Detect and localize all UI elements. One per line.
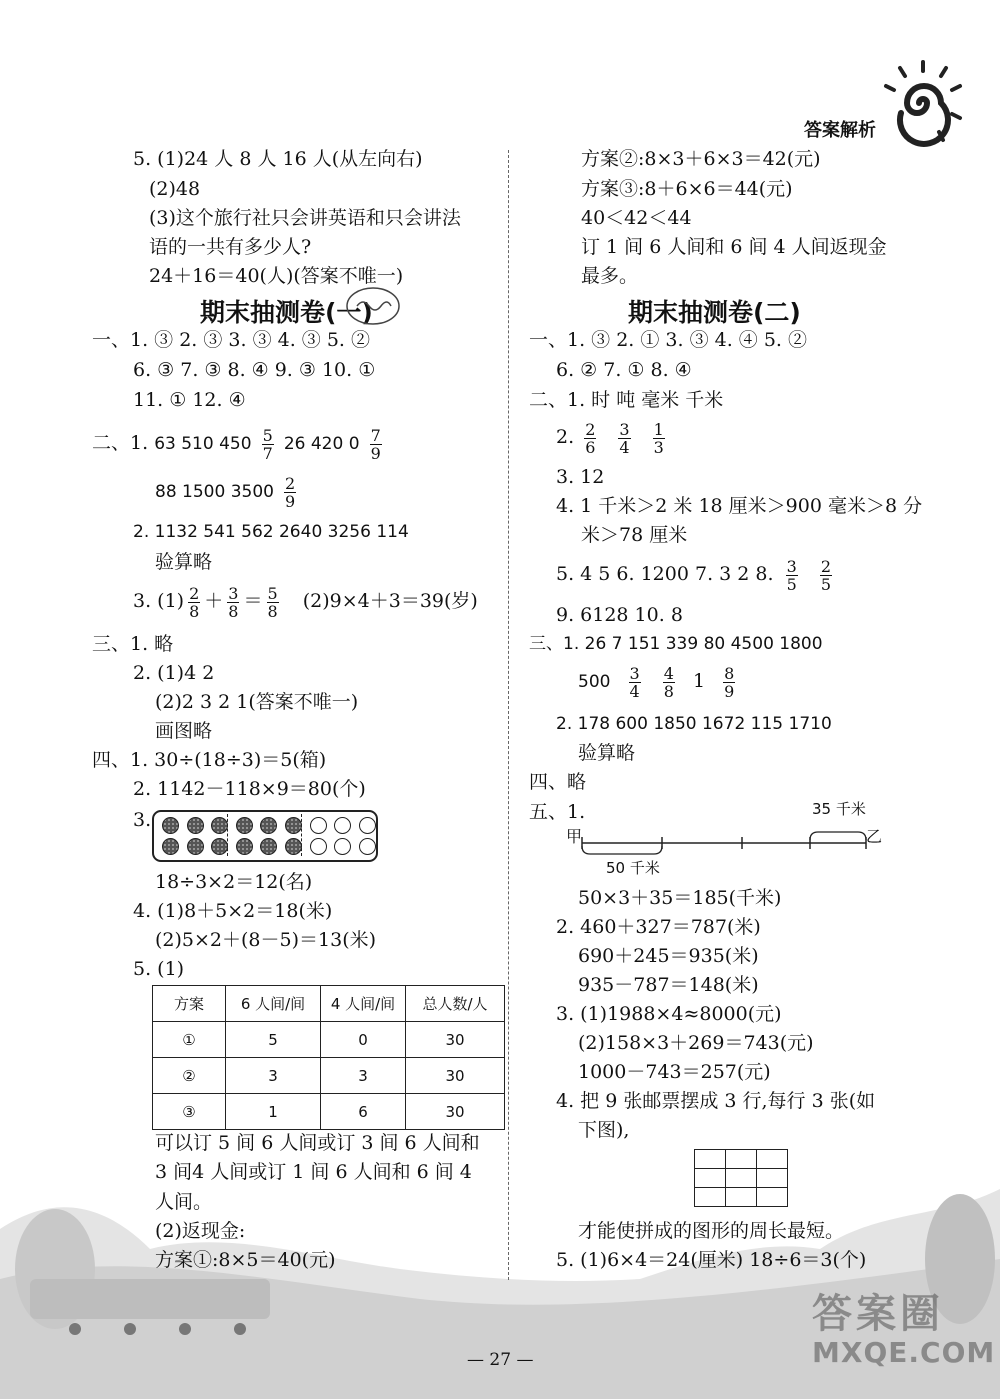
left-s2-q1-line1 [92,422,386,465]
table-header-cell: 方案 [153,986,226,1022]
fraction: $\frac{3}{4}$ [619,419,630,457]
table-cell: ② [153,1058,226,1094]
left-s3-line1: 三、1. 略 [92,633,174,655]
left-s3-line4: 画图略 [155,720,213,742]
right-s1-line2: 6. ② 7. ① 8. ④ [556,359,692,381]
right-s5-line5: 3. (1)1988×4≈8000(元) [556,1003,782,1025]
left-s2-q1-line2-values: 88 1500 3500 [155,482,274,502]
left-after-table-line5: 方案①:8×5＝40(元) [155,1249,336,1271]
page-number: — 27 — [467,1350,534,1370]
right-s5-line10: 才能使拼成的图形的周长最短。 [578,1220,845,1242]
fraction: $\frac{3}{5}$ [786,556,797,594]
right-cont-line1: 方案②:8×3＋6×3＝42(元) [581,148,821,170]
right-s2-q5 [556,553,836,595]
right-s3-line4: 验算略 [578,742,636,764]
left-s4-line6: 5. (1) [133,958,185,980]
right-s3-line3: 2. 178 600 1850 1672 115 1710 [556,714,832,734]
table-cell: 30 [406,1058,505,1094]
empty-counter-dot [310,817,327,834]
table-cell: 0 [321,1022,406,1058]
filled-counter-dot [162,817,179,834]
empty-counter-dot [359,838,376,855]
table-row [153,1094,505,1130]
right-s4-line1: 四、略 [529,771,587,793]
fraction: $\frac{4}{8}$ [663,663,674,701]
watermark [812,1290,995,1368]
right-s3-line1: 三、1. 26 7 151 339 80 4500 1800 [529,634,823,654]
right-s3-line2-prefix: 500 [578,672,611,692]
left-q5-line4: 语的一共有多少人? [149,236,312,258]
filled-counter-dot [236,817,253,834]
table-cell: 3 [321,1058,406,1094]
left-s2-q2: 2. 1132 541 562 2640 3256 114 [133,522,409,542]
right-s5-line9: 下图), [578,1119,630,1141]
table-header-cell: 总人数/人 [406,986,505,1022]
left-s2-q1-values2: 26 420 0 [283,434,360,454]
right-s5-q1-label: 五、1. [529,801,586,823]
filled-counter-dot [285,817,302,834]
table-cell: ① [153,1022,226,1058]
doodle-icon [343,284,403,328]
right-s3-line2 [578,660,739,703]
line-diagram-start: 甲 [566,827,583,846]
table-header-cell: 4 人间/间 [321,986,406,1022]
right-s2-q9: 9. 6128 10. 8 [556,604,683,626]
table-cell: 1 [226,1094,321,1130]
right-s5-line11: 5. (1)6×4＝24(厘米) 18÷6＝3(个) [556,1249,867,1271]
left-q5-line5: 24＋16＝40(人)(答案不唯一) [149,265,404,287]
table-cell: 30 [406,1022,505,1058]
right-s2-line1: 二、1. 时 吨 毫米 千米 [529,389,724,411]
right-s2-q4-line2: 米＞78 厘米 [581,524,688,546]
sun-swirl-icon [880,58,966,148]
left-after-table-line2: 3 间4 人间或订 1 间 6 人间和 6 间 4 [155,1161,472,1183]
fraction: $\frac{8}{9}$ [724,663,735,701]
watermark-top: 答案圈 [812,1291,944,1337]
fraction: $\frac{2}{8}$ [189,583,200,621]
right-s5-line2: 2. 460＋327＝787(米) [556,916,761,938]
fraction: $\frac{5}{7}$ [262,425,273,463]
left-after-table-line1: 可以订 5 间 6 人间或订 3 间 6 人间和 [155,1132,480,1154]
right-s5-line4: 935－787＝148(米) [578,974,759,996]
table-header-row [153,986,505,1022]
table-cell: 30 [406,1094,505,1130]
filled-counter-dot [187,817,204,834]
right-cont-line3: 40＜42＜44 [581,207,692,229]
left-s4-line4: 4. (1)8＋5×2＝18(米) [133,900,333,922]
left-q5-line2: (2)48 [149,178,201,200]
right-cont-line2: 方案③:8＋6×6＝44(元) [581,178,793,200]
left-s2-q3-part2: (2)9×4＋3＝39(岁) [302,590,478,612]
table-row [153,1022,505,1058]
right-cont-line5: 最多。 [581,265,639,287]
left-s4-line5: (2)5×2＋(8－5)＝13(米) [155,929,377,951]
right-s2-q2-prefix: 2. [556,426,575,448]
right-exam-title: 期末抽测卷(二) [628,298,801,327]
left-exam-title: 期末抽测卷(一) [200,298,373,327]
filled-counter-dot [187,838,204,855]
right-s5-line6: (2)158×3＋269＝743(元) [578,1032,814,1054]
line-diagram-end: 乙 [866,827,883,846]
line-segment-diagram [580,810,870,860]
fraction: $\frac{3}{8}$ [228,583,239,621]
table-cell: 6 [321,1094,406,1130]
left-s1-line2: 6. ③ 7. ③ 8. ④ 9. ③ 10. ① [133,359,376,381]
left-s2-q1-prefix: 二、1. [92,432,149,454]
column-divider [508,150,509,1280]
left-after-table-line3: 人间。 [155,1191,213,1213]
fraction: $\frac{7}{9}$ [370,425,381,463]
watermark-bottom: MXQE.COM [812,1336,996,1369]
table-row [153,1058,505,1094]
table-cell: 5 [226,1022,321,1058]
table-header-cell: 6 人间/间 [226,986,321,1022]
fraction: $\frac{1}{3}$ [653,419,664,457]
filled-counter-dot [162,838,179,855]
left-s4-q3-label: 3. [133,809,152,831]
left-s3-line3: (2)2 3 2 1(答案不唯一) [155,691,359,713]
left-s3-line2: 2. (1)4 2 [133,662,215,684]
empty-counter-dot [359,817,376,834]
right-s2-q4-line1: 4. 1 千米＞2 米 18 厘米＞900 毫米＞8 分 [556,495,923,517]
right-s2-q5-text: 5. 4 5 6. 1200 7. 3 2 8. [556,563,774,585]
left-s2-q1-values: 63 510 450 [154,434,252,454]
header-label: 答案解析 [804,120,876,141]
left-q5-line3: (3)这个旅行社只会讲英语和只会讲法 [149,207,461,229]
left-s4-line1: 四、1. 30÷(18÷3)＝5(箱) [92,749,327,771]
fraction: $\frac{2}{9}$ [285,473,296,511]
left-s1-line1: 一、1. ③ 2. ③ 3. ③ 4. ③ 5. ② [92,329,370,351]
table-cell: ③ [153,1094,226,1130]
fraction: $\frac{2}{5}$ [820,556,832,594]
fraction: $\frac{2}{6}$ [585,419,596,457]
left-s2-q1-line2 [155,470,300,513]
plus-sign: ＋ [204,590,224,612]
left-s4-line3: 18÷3×2＝12(名) [155,871,313,893]
empty-counter-dot [310,838,327,855]
plan-table [152,985,505,1130]
left-s2-q2-note: 验算略 [155,551,213,573]
left-q5-line1: 5. (1)24 人 8 人 16 人(从左向右) [133,148,423,170]
right-s3-line2-mid: 1 [692,670,706,692]
right-s2-q2 [556,416,669,458]
fraction: $\frac{3}{4}$ [629,663,640,701]
stamp-grid-3x3 [694,1149,788,1207]
left-after-table-line4: (2)返现金: [155,1220,246,1242]
equals-sign: ＝ [243,590,263,612]
table-cell: 3 [226,1058,321,1094]
right-s5-line8: 4. 把 9 张邮票摆成 3 行,每行 3 张(如 [556,1090,876,1112]
left-s2-q3-prefix: 3. (1) [133,590,185,612]
filled-counter-dot [285,838,302,855]
left-s4-line2: 2. 1142－118×9＝80(个) [133,778,366,800]
right-s5-line1: 50×3＋35＝185(千米) [578,887,782,909]
left-s1-line3: 11. ① 12. ④ [133,389,246,411]
right-cont-line4: 订 1 间 6 人间和 6 间 4 人间返现金 [581,236,887,258]
line-diagram-bottom-label: 50 千米 [606,859,660,877]
fraction: $\frac{5}{8}$ [267,583,278,621]
line-diagram-top-label: 35 千米 [812,800,866,818]
right-s5-line3: 690＋245＝935(米) [578,945,759,967]
right-s2-q3: 3. 12 [556,466,605,488]
left-s2-q3 [133,580,478,622]
right-s1-line1: 一、1. ③ 2. ① 3. ③ 4. ④ 5. ② [529,329,807,351]
filled-counter-dot [236,838,253,855]
right-s5-line7: 1000－743＝257(元) [578,1061,771,1083]
